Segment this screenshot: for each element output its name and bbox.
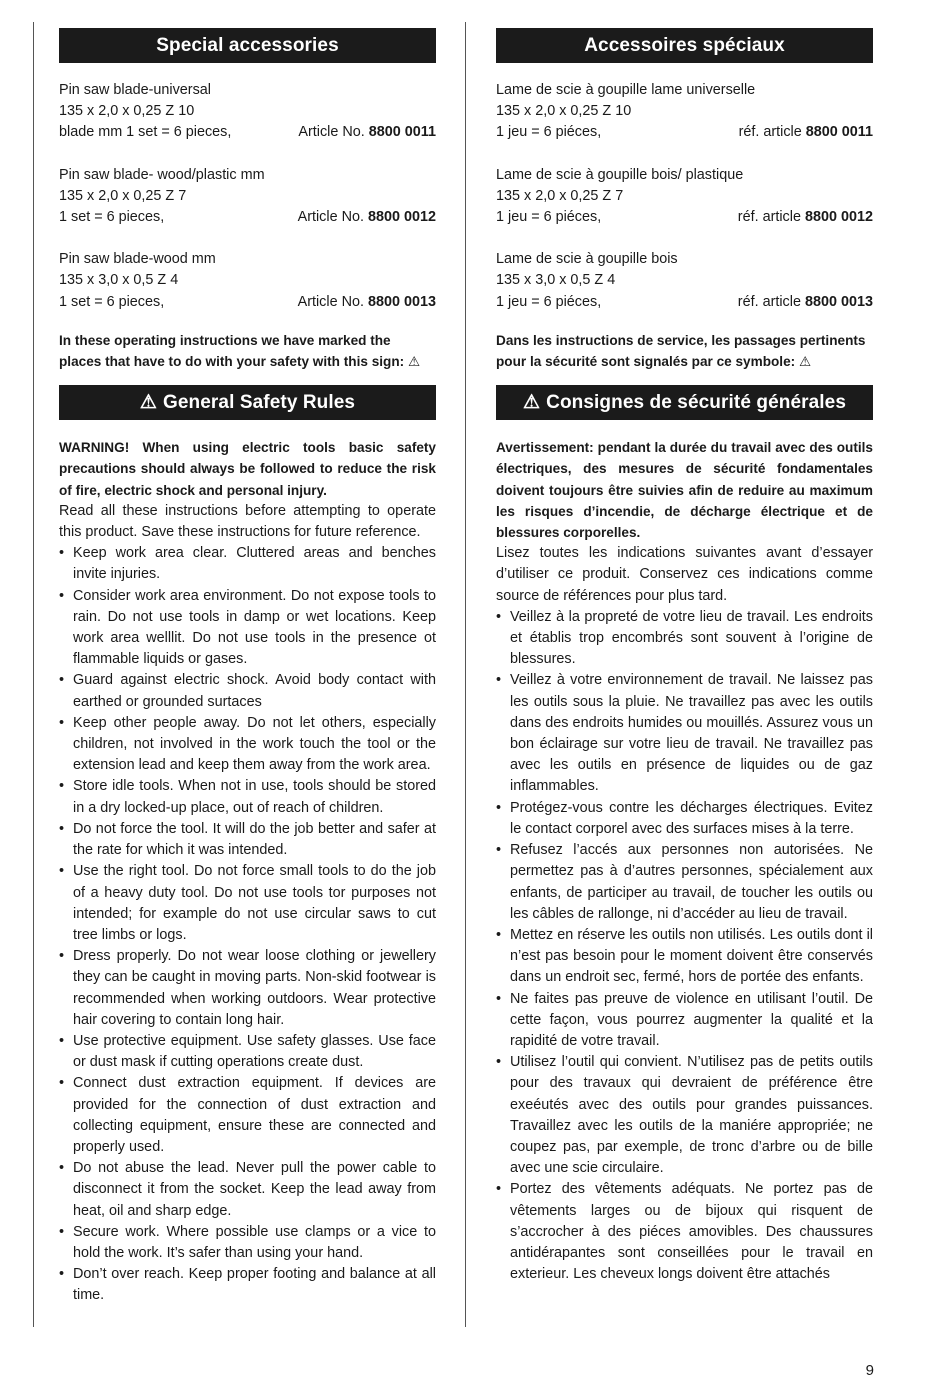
accessoires-speciaux-heading: Accessoires spéciaux xyxy=(496,28,873,63)
article-number: 8800 0013 xyxy=(804,293,873,310)
list-item: • Ne faites pas preuve de violence en utilisant l’outil. De cette façon, vous pourrez augmenter la qualité et la rapidité de votre travail. xyxy=(496,989,873,1053)
accessory-item xyxy=(59,249,436,313)
warning-triangle-icon: ⚠ xyxy=(139,392,158,414)
article-label: Article No. xyxy=(297,293,364,310)
accessory-dimensions: 135 x 2,0 x 0,25 Z 7 xyxy=(496,187,624,204)
list-item: • Keep other people away. Do not let others, especially children, not involved in the work touch the tool or the extension lead and keep them away from the work area. xyxy=(59,713,436,777)
accessory-item xyxy=(496,165,873,229)
accessories-list xyxy=(496,80,873,313)
accessory-item xyxy=(59,165,436,229)
list-item: • Secure work. Where possible use clamps or a vice to hold the work. It’s safer than using your hand. xyxy=(59,1222,436,1264)
accessories-list xyxy=(59,80,436,313)
accessory-name: Lame de scie à goupille bois/ plastique xyxy=(496,166,744,183)
list-item: • Portez des vêtements adéquats. Ne portez pas de vêtements larges ou de bijoux qui risquent de s’accrocher à des piéces amovibles. Des chaussures antidérapantes sont conseillées pour le travail en exterieur. Les cheveux longs doivent être attachés xyxy=(496,1179,873,1285)
list-item: • Utilisez l’outil qui convient. N’utilisez pas de petits outils pour des travaux qui devraient de préférence être exeéutés avec des outils pour grandes puissances. Travaillez avec les outils de la maniére appropriée; ne coupez pas, par exemple, de tronc d’arbre ou de bille avec une scie circulaire. xyxy=(496,1052,873,1179)
list-item: • Keep work area clear. Cluttered areas and benches invite injuries. xyxy=(59,543,436,585)
center-divider-rule xyxy=(465,22,466,1327)
list-item: • Use the right tool. Do not force small tools to do the job of a heavy duty tool. Do not use tools tor purposes not intended; for example do not use circular saws to cut tree limbs or logs. xyxy=(59,861,436,946)
french-column xyxy=(496,28,873,1285)
warning-paragraph: WARNING! When using electric tools basic safety precautions should always be followed to reduce the risk of fire, electric shock and personal injury. xyxy=(59,440,436,498)
article-number: 8800 0012 xyxy=(804,209,873,226)
accessory-item xyxy=(496,249,873,313)
article-label: réf. article xyxy=(737,209,801,226)
article-label: Article No. xyxy=(297,209,364,226)
left-margin-rule xyxy=(33,22,34,1327)
accessory-set: 1 jeu = 6 piéces, xyxy=(496,209,602,226)
accessory-dimensions: 135 x 2,0 x 0,25 Z 10 xyxy=(59,103,195,120)
list-item: • Veillez à votre environnement de travail. Ne laissez pas les outils sous la pluie. Ne travaillez pas avec les outils dans des endroits humides ou mouillés. Assurez vous un bon éclairage sur votre lieu de travail. Ne travaillez pas avec les outils en présence de liquides ou de gaz inflammables. xyxy=(496,670,873,797)
list-item: • Veillez à la propreté de votre lieu de travail. Les endroits et établis trop encombrés sont souvent à l’origine de blessures. xyxy=(496,607,873,671)
accessory-set: 1 set = 6 pieces, xyxy=(59,209,165,226)
list-item: • Dress properly. Do not wear loose clothing or jewellery they can be caught in moving parts. Non-skid footwear is recommended when working outdoors. Wear protective hair covering to contain long hair. xyxy=(59,946,436,1031)
article-number: 8800 0011 xyxy=(805,124,873,141)
accessory-set: 1 jeu = 6 piéces, xyxy=(496,293,602,310)
accessory-name: Pin saw blade- wood/plastic mm xyxy=(59,166,265,183)
list-item: • Do not force the tool. It will do the job better and safer at the rate for which it was intended. xyxy=(59,819,436,861)
article-number: 8800 0013 xyxy=(367,293,436,310)
list-item: • Don’t over reach. Keep proper footing and balance at all time. xyxy=(59,1264,436,1306)
safety-rules-list xyxy=(59,543,436,1306)
accessory-item xyxy=(59,80,436,144)
safety-sign-note: Dans les instructions de service, les passages pertinents pour la sécurité sont signalés par ce symbole: ⚠ xyxy=(496,332,866,370)
accessory-name: Pin saw blade-wood mm xyxy=(59,251,216,268)
article-number: 8800 0012 xyxy=(367,209,436,226)
special-accessories-heading: Special accessories xyxy=(59,28,436,63)
intro-paragraph: Read all these instructions before attempting to operate this product. Save these instructions for future reference. xyxy=(59,502,436,541)
list-item: • Protégez-vous contre les décharges électriques. Evitez le contact corporel avec des surfaces mises à la terre. xyxy=(496,798,873,840)
accessory-item xyxy=(496,80,873,144)
accessory-dimensions: 135 x 3,0 x 0,5 Z 4 xyxy=(496,272,616,289)
accessory-set: blade mm 1 set = 6 pieces, xyxy=(59,124,232,141)
list-item: • Guard against electric shock. Avoid body contact with earthed or grounded surtaces xyxy=(59,670,436,712)
warning-triangle-icon: ⚠ xyxy=(523,392,541,414)
list-item: • Do not abuse the lead. Never pull the power cable to disconnect it from the socket. Keep the lead away from heat, oil and sharp edge. xyxy=(59,1158,436,1222)
general-safety-rules-heading: ⚠ General Safety Rules xyxy=(59,385,436,420)
page-number: 9 xyxy=(865,1362,874,1379)
safety-sign-note: In these operating instructions we have marked the places that have to do with your safety with this sign: ⚠ xyxy=(59,332,421,370)
intro-paragraph: Lisez toutes les indications suivantes avant d’essayer d’utiliser ce produit. Conservez ces indications comme source de références pour plus tard. xyxy=(496,545,873,604)
safety-rules-list xyxy=(496,607,873,1286)
accessory-name: Lame de scie à goupille bois xyxy=(496,251,678,268)
consignes-securite-heading: ⚠ Consignes de sécurité générales xyxy=(496,385,873,420)
list-item: • Connect dust extraction equipment. If devices are provided for the connection of dust extraction and collecting equipment, ensure these are connected and properly used. xyxy=(59,1073,436,1158)
list-item: • Store idle tools. When not in use, tools should be stored in a dry locked-up place, out of reach of children. xyxy=(59,776,436,818)
accessory-name: Pin saw blade-universal xyxy=(59,82,211,98)
accessory-dimensions: 135 x 2,0 x 0,25 Z 10 xyxy=(496,103,632,120)
article-label: réf. article xyxy=(738,124,802,141)
list-item: • Refusez l’accés aux personnes non autorisées. Ne permettez pas à d’autres personnes, spécialement aux enfants, de participer au travail, de toucher les outils ou les câbles de rallonge, ni d’accéder au lieu de travail. xyxy=(496,840,873,925)
accessory-dimensions: 135 x 3,0 x 0,5 Z 4 xyxy=(59,272,179,289)
list-item: • Consider work area environment. Do not expose tools to rain. Do not use tools in damp or wet locations. Keep work area welllit. Do not use tools in the presence ot flammable liquids or gases. xyxy=(59,586,436,671)
list-item: • Mettez en réserve les outils non utilisés. Les outils dont il n’est pas besoin pour le moment doivent être conservés dans un endroit sec, fermé, hors de portée des enfants. xyxy=(496,925,873,989)
accessory-set: 1 set = 6 pieces, xyxy=(59,293,165,310)
list-item: • Use protective equipment. Use safety glasses. Use face or dust mask if cutting operations create dust. xyxy=(59,1031,436,1073)
accessory-name: Lame de scie à goupille lame universelle xyxy=(496,82,756,98)
accessory-set: 1 jeu = 6 piéces, xyxy=(496,124,602,141)
article-number: 8800 0011 xyxy=(368,124,436,141)
english-column xyxy=(59,28,436,1307)
accessory-dimensions: 135 x 2,0 x 0,25 Z 7 xyxy=(59,187,187,204)
article-label: Article No. xyxy=(298,124,365,141)
article-label: réf. article xyxy=(737,293,801,310)
warning-paragraph: Avertissement: pendant la durée du travail avec des outils électriques, des mesures de sécurité fondamentales doivent toujours être suivies afin de reduire au maximum les risques d’incendie, de décharge électrique et de blessures corporelles. xyxy=(496,440,873,541)
